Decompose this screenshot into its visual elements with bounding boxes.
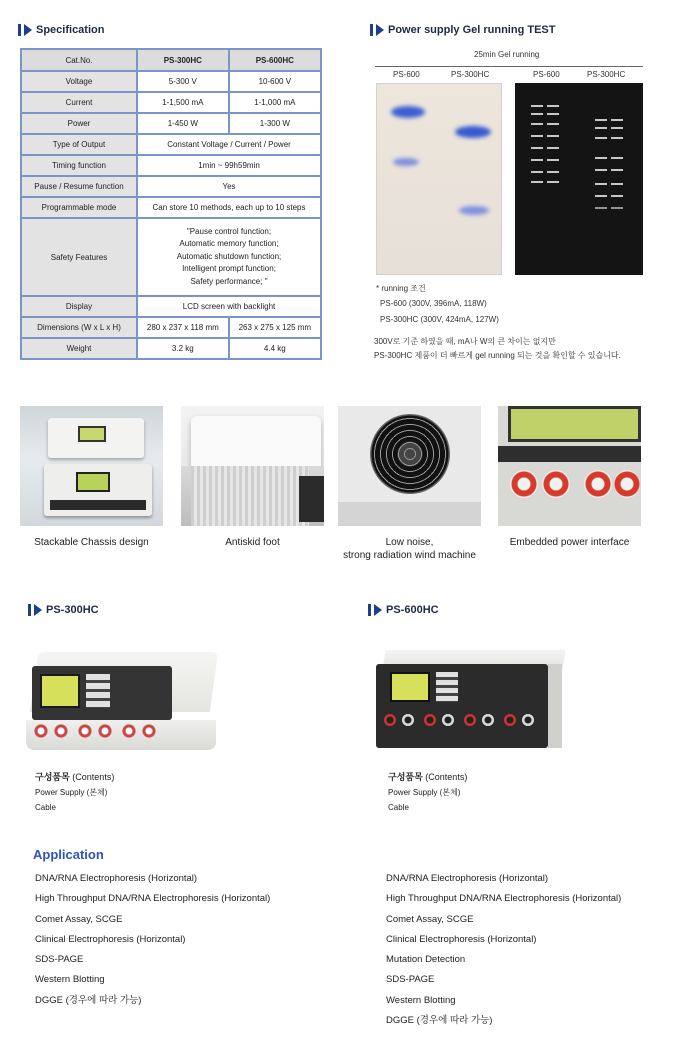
lane-label: PS-300HC	[587, 70, 626, 79]
chevron-right-icon	[34, 604, 42, 616]
list-item: Clinical Electrophoresis (Horizontal)	[35, 933, 186, 945]
lane-label: PS-300HC	[451, 70, 490, 79]
contents-title-en: (Contents)	[72, 772, 115, 782]
specification-table	[20, 48, 322, 360]
row-value: Can store 10 methods, each up to 10 steps	[137, 197, 321, 218]
list-item: DNA/RNA Electrophoresis (Horizontal)	[386, 873, 549, 884]
product-name: PS-300HC	[46, 604, 99, 616]
photo-power-interface	[498, 406, 641, 526]
table-row	[21, 155, 321, 176]
gel-band	[595, 127, 607, 129]
feature-caption: Antiskid foot	[225, 537, 280, 548]
divider	[375, 66, 643, 67]
table-row	[21, 92, 321, 113]
safety-line: "Pause control function;	[186, 226, 272, 236]
gel-band	[611, 127, 623, 129]
table-row	[21, 317, 321, 338]
contents-title-ko: 구성품목	[35, 772, 70, 782]
row-value: 1-1,000 mA	[229, 92, 321, 113]
contents-item: Power Supply (본체)	[388, 788, 461, 797]
list-item: Western Blotting	[35, 974, 105, 986]
feature-caption: Embedded power interface	[509, 537, 630, 548]
row-value: 10-600 V	[229, 71, 321, 92]
table-row	[21, 113, 321, 134]
section-heading-specification	[18, 24, 104, 36]
gel-band	[547, 135, 559, 137]
contents-item: Power Supply (본체)	[35, 788, 108, 797]
row-label: Voltage	[21, 71, 137, 92]
gel-band	[547, 159, 559, 161]
list-item: Mutation Detection	[386, 954, 466, 966]
product-heading	[28, 604, 99, 616]
list-item: Clinical Electrophoresis (Horizontal)	[386, 933, 537, 945]
chevron-right-icon	[374, 604, 382, 616]
gel-caption: 25min Gel running	[474, 50, 540, 59]
gel-heading-text: Power supply Gel running TEST	[388, 24, 556, 36]
row-label: Pause / Resume function	[21, 176, 137, 197]
gel-band	[547, 113, 559, 115]
chevron-right-icon	[24, 24, 32, 36]
table-header-label: Cat.No.	[21, 49, 137, 71]
row-label: Dimensions (W x L x H)	[21, 317, 137, 338]
list-item: DGGE (경우에 따라 가능)	[35, 994, 142, 1006]
spec-heading-text: Specification	[36, 24, 105, 36]
list-item: DGGE (경우에 따라 가능)	[386, 1015, 493, 1027]
product-image-ps600hc	[376, 650, 566, 754]
protein-gel-image	[376, 83, 502, 275]
table-row	[21, 134, 321, 155]
gel-band	[595, 157, 607, 159]
application-list-right	[386, 869, 621, 1031]
table-row	[21, 176, 321, 197]
list-item: DNA/RNA Electrophoresis (Horizontal)	[35, 873, 198, 884]
product-image-ps300hc	[26, 644, 216, 754]
gel-band	[531, 159, 543, 161]
gel-desc: PS-300HC 제품이 더 빠르게 gel running 되는 것을 확인할 수 있습니다.	[374, 351, 621, 360]
gel-note: PS-300HC (300V, 424mA, 127W)	[380, 315, 499, 324]
row-label: Power	[21, 113, 137, 134]
safety-line: Automatic memory function;	[179, 239, 279, 249]
feature-caption-line2: strong radiation wind machine	[343, 550, 476, 561]
gel-band	[531, 181, 543, 183]
gel-band	[547, 105, 559, 107]
list-item: Comet Assay, SCGE	[35, 913, 123, 925]
gel-band	[393, 158, 419, 166]
row-value: 1-1,500 mA	[137, 92, 229, 113]
gel-band	[531, 135, 543, 137]
gel-band	[547, 123, 559, 125]
gel-band	[595, 195, 607, 197]
photo-fan	[338, 406, 481, 526]
row-value: 263 x 275 x 125 mm	[229, 317, 321, 338]
contents-ps300hc	[35, 770, 114, 815]
row-value: 3.2 kg	[137, 338, 229, 359]
gel-band	[595, 137, 607, 139]
row-value-multiline	[137, 218, 321, 296]
gel-band	[595, 183, 607, 185]
table-row	[21, 197, 321, 218]
gel-band	[595, 119, 607, 121]
list-item: SDS-PAGE	[35, 954, 84, 966]
contents-title-en: (Contents)	[425, 772, 468, 782]
gel-band	[611, 169, 623, 171]
contents-item: Cable	[35, 803, 56, 812]
table-header-col1: PS-300HC	[137, 49, 229, 71]
row-value: 280 x 237 x 118 mm	[137, 317, 229, 338]
row-label: Programmable mode	[21, 197, 137, 218]
gel-band	[547, 181, 559, 183]
row-value: 4.4 kg	[229, 338, 321, 359]
row-label: Weight	[21, 338, 137, 359]
chevron-right-icon	[376, 24, 384, 36]
gel-band	[595, 207, 607, 209]
contents-title-ko: 구성품목	[388, 772, 423, 782]
application-list-left	[35, 869, 270, 1011]
row-label: Current	[21, 92, 137, 113]
row-label: Timing function	[21, 155, 137, 176]
photo-antiskid-foot	[181, 406, 324, 526]
list-item: SDS-PAGE	[386, 974, 435, 986]
row-value: 1-450 W	[137, 113, 229, 134]
gel-note: PS-600 (300V, 396mA, 118W)	[380, 299, 487, 308]
row-value: Constant Voltage / Current / Power	[137, 134, 321, 155]
list-item: High Throughput DNA/RNA Electrophoresis (Horizontal)	[386, 893, 622, 905]
contents-ps600hc	[388, 770, 467, 815]
gel-band	[611, 119, 623, 121]
row-label: Safety Features	[21, 218, 137, 296]
gel-band	[455, 126, 491, 138]
gel-band	[459, 206, 489, 215]
table-row	[21, 296, 321, 317]
gel-band	[531, 123, 543, 125]
gel-band	[595, 169, 607, 171]
row-value: LCD screen with backlight	[137, 296, 321, 317]
feature-caption: Stackable Chassis design	[34, 537, 149, 548]
feature-caption: Low noise,	[385, 537, 434, 548]
row-label: Display	[21, 296, 137, 317]
gel-band	[531, 105, 543, 107]
row-value: 1min ~ 99h59min	[137, 155, 321, 176]
table-header-row	[21, 49, 321, 71]
dna-gel-image	[515, 83, 643, 275]
application-title: Application	[33, 847, 104, 862]
table-header-col2: PS-600HC	[229, 49, 321, 71]
gel-band	[611, 137, 623, 139]
contents-title	[35, 770, 114, 785]
table-row	[21, 218, 321, 296]
gel-band	[391, 106, 425, 118]
row-label: Type of Output	[21, 134, 137, 155]
gel-band	[611, 157, 623, 159]
list-item: Comet Assay, SCGE	[386, 913, 474, 925]
gel-band	[611, 195, 623, 197]
gel-band	[531, 113, 543, 115]
gel-band	[531, 171, 543, 173]
safety-line: Automatic shutdown function;	[176, 251, 282, 261]
product-name: PS-600HC	[386, 604, 439, 616]
section-heading-gel-test	[370, 24, 555, 36]
lane-label: PS-600	[533, 70, 560, 79]
list-item: High Throughput DNA/RNA Electrophoresis (Horizontal)	[35, 893, 271, 905]
contents-title	[388, 770, 467, 785]
safety-line: Safety performance; "	[190, 276, 268, 286]
row-value: Yes	[137, 176, 321, 197]
table-row	[21, 338, 321, 359]
list-item: Western Blotting	[386, 994, 456, 1006]
gel-desc: 300V로 기준 하였을 때, mA나 W의 큰 차이는 없지만	[374, 337, 556, 346]
gel-band	[531, 147, 543, 149]
lane-label: PS-600	[393, 70, 420, 79]
gel-band	[547, 147, 559, 149]
gel-band	[611, 183, 623, 185]
gel-band	[611, 207, 623, 209]
gel-band	[547, 171, 559, 173]
contents-item: Cable	[388, 803, 409, 812]
row-value: 1-300 W	[229, 113, 321, 134]
safety-line: Intelligent prompt function;	[182, 264, 276, 274]
table-row	[21, 71, 321, 92]
row-value: 5-300 V	[137, 71, 229, 92]
gel-notes-title: * running 조건	[376, 284, 426, 293]
photo-stackable-chassis	[20, 406, 163, 526]
product-heading	[368, 604, 439, 616]
